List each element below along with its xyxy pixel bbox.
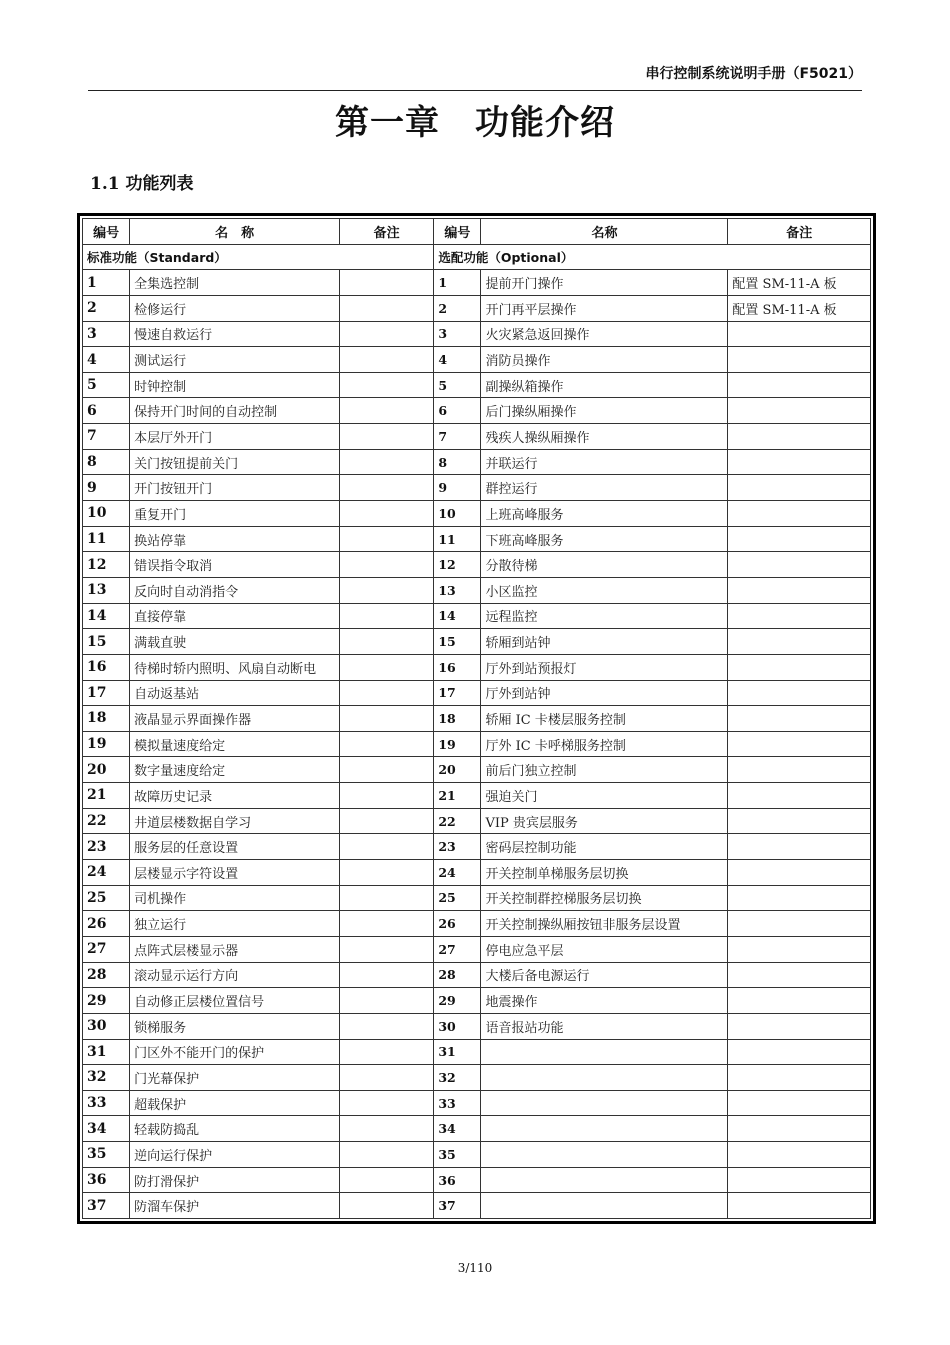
table-row <box>83 911 871 937</box>
optional-note <box>728 1167 871 1193</box>
optional-function-name: 消防员操作 <box>481 347 728 373</box>
optional-number: 9 <box>434 475 481 501</box>
optional-number: 19 <box>434 731 481 757</box>
standard-function-name: 超载保护 <box>130 1090 340 1116</box>
standard-number: 22 <box>83 808 130 834</box>
optional-note <box>728 911 871 937</box>
standard-function-name: 井道层楼数据自学习 <box>130 808 340 834</box>
optional-note <box>728 885 871 911</box>
optional-note: 配置 SM-11-A 板 <box>728 270 871 296</box>
optional-function-name: 开关控制单梯服务层切换 <box>481 860 728 886</box>
table-row <box>83 475 871 501</box>
standard-note <box>339 936 433 962</box>
standard-note <box>339 577 433 603</box>
table-row <box>83 757 871 783</box>
standard-number: 23 <box>83 834 130 860</box>
standard-note <box>339 1193 433 1219</box>
optional-number: 13 <box>434 577 481 603</box>
standard-function-name: 直接停靠 <box>130 603 340 629</box>
optional-number: 2 <box>434 295 481 321</box>
optional-function-name: 开门再平层操作 <box>481 295 728 321</box>
optional-number: 37 <box>434 1193 481 1219</box>
standard-number: 32 <box>83 1065 130 1091</box>
standard-note <box>339 449 433 475</box>
header-left-name: 名 称 <box>130 219 340 245</box>
optional-function-name: 火灾紧急返回操作 <box>481 321 728 347</box>
table-row <box>83 347 871 373</box>
optional-function-name: 轿厢 IC 卡楼层服务控制 <box>481 706 728 732</box>
optional-function-name: 大楼后备电源运行 <box>481 962 728 988</box>
header-right-number: 编号 <box>434 219 481 245</box>
optional-number: 24 <box>434 860 481 886</box>
optional-number: 26 <box>434 911 481 937</box>
standard-function-name: 防溜车保护 <box>130 1193 340 1219</box>
standard-number: 29 <box>83 988 130 1014</box>
optional-function-name: 前后门独立控制 <box>481 757 728 783</box>
optional-function-name <box>481 1090 728 1116</box>
optional-number: 12 <box>434 552 481 578</box>
standard-number: 27 <box>83 936 130 962</box>
optional-function-name: 语音报站功能 <box>481 1013 728 1039</box>
optional-number: 4 <box>434 347 481 373</box>
optional-number: 23 <box>434 834 481 860</box>
optional-note <box>728 501 871 527</box>
table-row <box>83 885 871 911</box>
standard-note <box>339 1065 433 1091</box>
table-row <box>83 1116 871 1142</box>
standard-note <box>339 321 433 347</box>
standard-number: 8 <box>83 449 130 475</box>
standard-note <box>339 629 433 655</box>
optional-note <box>728 424 871 450</box>
standard-function-name: 检修运行 <box>130 295 340 321</box>
optional-note <box>728 1090 871 1116</box>
optional-function-name: 厅外到站预报灯 <box>481 654 728 680</box>
optional-function-name: 厅外 IC 卡呼梯服务控制 <box>481 731 728 757</box>
optional-function-name: 分散待梯 <box>481 552 728 578</box>
optional-function-name: 小区监控 <box>481 577 728 603</box>
function-table-frame <box>77 213 876 1224</box>
standard-number: 28 <box>83 962 130 988</box>
optional-number: 30 <box>434 1013 481 1039</box>
optional-function-name: 下班高峰服务 <box>481 526 728 552</box>
table-row <box>83 449 871 475</box>
optional-function-name: 开关控制操纵厢按钮非服务层设置 <box>481 911 728 937</box>
standard-note <box>339 526 433 552</box>
standard-note <box>339 680 433 706</box>
optional-number: 21 <box>434 783 481 809</box>
table-row <box>83 552 871 578</box>
standard-number: 1 <box>83 270 130 296</box>
standard-note <box>339 783 433 809</box>
optional-note <box>728 808 871 834</box>
standard-note <box>339 885 433 911</box>
optional-note: 配置 SM-11-A 板 <box>728 295 871 321</box>
group-optional-label: 选配功能（Optional） <box>434 244 871 270</box>
chapter-title: 第一章 功能介绍 <box>335 103 615 143</box>
optional-note <box>728 654 871 680</box>
standard-number: 21 <box>83 783 130 809</box>
optional-function-name: 后门操纵厢操作 <box>481 398 728 424</box>
standard-number: 25 <box>83 885 130 911</box>
standard-note <box>339 424 433 450</box>
optional-number: 29 <box>434 988 481 1014</box>
standard-note <box>339 706 433 732</box>
standard-note <box>339 295 433 321</box>
optional-function-name: 厅外到站钟 <box>481 680 728 706</box>
optional-note <box>728 603 871 629</box>
table-row <box>83 1065 871 1091</box>
optional-number: 28 <box>434 962 481 988</box>
table-row <box>83 372 871 398</box>
standard-number: 17 <box>83 680 130 706</box>
optional-number: 31 <box>434 1039 481 1065</box>
standard-note <box>339 1142 433 1168</box>
table-group-row <box>83 244 871 270</box>
table-row <box>83 577 871 603</box>
standard-note <box>339 1039 433 1065</box>
header-right-note: 备注 <box>728 219 871 245</box>
standard-function-name: 门区外不能开门的保护 <box>130 1039 340 1065</box>
standard-number: 33 <box>83 1090 130 1116</box>
standard-number: 30 <box>83 1013 130 1039</box>
optional-number: 20 <box>434 757 481 783</box>
function-table <box>82 218 871 1219</box>
optional-function-name: 副操纵箱操作 <box>481 372 728 398</box>
table-row <box>83 731 871 757</box>
standard-note <box>339 654 433 680</box>
optional-number: 5 <box>434 372 481 398</box>
optional-function-name: 开关控制群控梯服务层切换 <box>481 885 728 911</box>
table-row <box>83 654 871 680</box>
optional-note <box>728 834 871 860</box>
standard-number: 37 <box>83 1193 130 1219</box>
standard-number: 4 <box>83 347 130 373</box>
optional-note <box>728 757 871 783</box>
standard-number: 2 <box>83 295 130 321</box>
standard-note <box>339 988 433 1014</box>
standard-number: 35 <box>83 1142 130 1168</box>
optional-function-name: 上班高峰服务 <box>481 501 728 527</box>
standard-number: 36 <box>83 1167 130 1193</box>
standard-note <box>339 808 433 834</box>
table-row <box>83 321 871 347</box>
optional-note <box>728 1193 871 1219</box>
optional-note <box>728 629 871 655</box>
optional-function-name: VIP 贵宾层服务 <box>481 808 728 834</box>
standard-function-name: 满载直驶 <box>130 629 340 655</box>
standard-function-name: 错误指令取消 <box>130 552 340 578</box>
standard-function-name: 反向时自动消指令 <box>130 577 340 603</box>
standard-note <box>339 398 433 424</box>
table-header-row <box>83 219 871 245</box>
standard-note <box>339 475 433 501</box>
standard-function-name: 故障历史记录 <box>130 783 340 809</box>
optional-number: 1 <box>434 270 481 296</box>
optional-function-name <box>481 1116 728 1142</box>
optional-function-name: 远程监控 <box>481 603 728 629</box>
standard-function-name: 模拟量速度给定 <box>130 731 340 757</box>
standard-number: 11 <box>83 526 130 552</box>
standard-number: 12 <box>83 552 130 578</box>
optional-note <box>728 1142 871 1168</box>
optional-function-name: 强迫关门 <box>481 783 728 809</box>
standard-note <box>339 911 433 937</box>
standard-function-name: 逆向运行保护 <box>130 1142 340 1168</box>
optional-number: 17 <box>434 680 481 706</box>
optional-function-name: 轿厢到站钟 <box>481 629 728 655</box>
standard-function-name: 滚动显示运行方向 <box>130 962 340 988</box>
optional-note <box>728 526 871 552</box>
standard-number: 5 <box>83 372 130 398</box>
optional-number: 18 <box>434 706 481 732</box>
standard-function-name: 开门按钮开门 <box>130 475 340 501</box>
table-row <box>83 936 871 962</box>
table-row <box>83 1167 871 1193</box>
optional-number: 33 <box>434 1090 481 1116</box>
standard-function-name: 关门按钮提前关门 <box>130 449 340 475</box>
standard-note <box>339 962 433 988</box>
optional-note <box>728 783 871 809</box>
optional-number: 22 <box>434 808 481 834</box>
standard-function-name: 轻载防捣乱 <box>130 1116 340 1142</box>
standard-note <box>339 1116 433 1142</box>
standard-function-name: 重复开门 <box>130 501 340 527</box>
section-title: 1.1 功能列表 <box>90 174 194 194</box>
optional-number: 36 <box>434 1167 481 1193</box>
optional-function-name: 残疾人操纵厢操作 <box>481 424 728 450</box>
standard-number: 14 <box>83 603 130 629</box>
standard-number: 34 <box>83 1116 130 1142</box>
optional-number: 35 <box>434 1142 481 1168</box>
standard-number: 31 <box>83 1039 130 1065</box>
standard-function-name: 液晶显示界面操作器 <box>130 706 340 732</box>
optional-note <box>728 988 871 1014</box>
standard-number: 3 <box>83 321 130 347</box>
standard-note <box>339 731 433 757</box>
optional-note <box>728 577 871 603</box>
standard-function-name: 独立运行 <box>130 911 340 937</box>
standard-function-name: 门光幕保护 <box>130 1065 340 1091</box>
optional-number: 27 <box>434 936 481 962</box>
standard-number: 20 <box>83 757 130 783</box>
optional-function-name <box>481 1142 728 1168</box>
standard-note <box>339 372 433 398</box>
optional-function-name <box>481 1065 728 1091</box>
standard-function-name: 防打滑保护 <box>130 1167 340 1193</box>
optional-function-name <box>481 1167 728 1193</box>
optional-function-name: 停电应急平层 <box>481 936 728 962</box>
standard-function-name: 司机操作 <box>130 885 340 911</box>
standard-note <box>339 501 433 527</box>
standard-number: 16 <box>83 654 130 680</box>
standard-function-name: 服务层的任意设置 <box>130 834 340 860</box>
optional-note <box>728 372 871 398</box>
optional-number: 11 <box>434 526 481 552</box>
table-row <box>83 1013 871 1039</box>
optional-number: 16 <box>434 654 481 680</box>
standard-function-name: 自动修正层楼位置信号 <box>130 988 340 1014</box>
manual-header-title: 串行控制系统说明手册（F5021） <box>645 66 862 82</box>
header-left-note: 备注 <box>339 219 433 245</box>
standard-function-name: 保持开门时间的自动控制 <box>130 398 340 424</box>
standard-number: 15 <box>83 629 130 655</box>
standard-number: 7 <box>83 424 130 450</box>
optional-number: 7 <box>434 424 481 450</box>
standard-note <box>339 603 433 629</box>
optional-function-name: 地震操作 <box>481 988 728 1014</box>
table-row <box>83 834 871 860</box>
table-row <box>83 1090 871 1116</box>
standard-function-name: 慢速自救运行 <box>130 321 340 347</box>
standard-note <box>339 270 433 296</box>
table-row <box>83 270 871 296</box>
standard-note <box>339 1090 433 1116</box>
table-row <box>83 295 871 321</box>
header-right-name: 名称 <box>481 219 728 245</box>
table-row <box>83 988 871 1014</box>
optional-note <box>728 731 871 757</box>
optional-number: 25 <box>434 885 481 911</box>
standard-note <box>339 1013 433 1039</box>
optional-note <box>728 860 871 886</box>
optional-function-name <box>481 1039 728 1065</box>
standard-note <box>339 757 433 783</box>
table-row <box>83 706 871 732</box>
page-number: 3/110 <box>457 1261 493 1275</box>
standard-note <box>339 1167 433 1193</box>
table-row <box>83 1039 871 1065</box>
optional-note <box>728 1116 871 1142</box>
standard-note <box>339 347 433 373</box>
optional-note <box>728 449 871 475</box>
standard-number: 13 <box>83 577 130 603</box>
table-row <box>83 1193 871 1219</box>
header-left-number: 编号 <box>83 219 130 245</box>
optional-note <box>728 1039 871 1065</box>
standard-number: 9 <box>83 475 130 501</box>
standard-number: 26 <box>83 911 130 937</box>
optional-number: 34 <box>434 1116 481 1142</box>
optional-number: 15 <box>434 629 481 655</box>
optional-function-name: 提前开门操作 <box>481 270 728 296</box>
standard-note <box>339 834 433 860</box>
optional-note <box>728 680 871 706</box>
table-row <box>83 808 871 834</box>
optional-function-name: 密码层控制功能 <box>481 834 728 860</box>
optional-note <box>728 552 871 578</box>
optional-number: 32 <box>434 1065 481 1091</box>
table-row <box>83 526 871 552</box>
standard-function-name: 自动返基站 <box>130 680 340 706</box>
optional-note <box>728 706 871 732</box>
table-row <box>83 962 871 988</box>
header-divider <box>88 90 862 91</box>
optional-note <box>728 962 871 988</box>
standard-note <box>339 860 433 886</box>
group-standard-label: 标准功能（Standard） <box>83 244 434 270</box>
table-row <box>83 424 871 450</box>
standard-function-name: 时钟控制 <box>130 372 340 398</box>
standard-function-name: 锁梯服务 <box>130 1013 340 1039</box>
optional-number: 14 <box>434 603 481 629</box>
standard-number: 10 <box>83 501 130 527</box>
table-row <box>83 680 871 706</box>
standard-number: 19 <box>83 731 130 757</box>
standard-function-name: 本层厅外开门 <box>130 424 340 450</box>
optional-number: 8 <box>434 449 481 475</box>
standard-function-name: 点阵式层楼显示器 <box>130 936 340 962</box>
table-row <box>83 783 871 809</box>
optional-function-name: 群控运行 <box>481 475 728 501</box>
table-row <box>83 501 871 527</box>
standard-note <box>339 552 433 578</box>
table-row <box>83 398 871 424</box>
standard-function-name: 测试运行 <box>130 347 340 373</box>
standard-function-name: 待梯时轿内照明、风扇自动断电 <box>130 654 340 680</box>
optional-note <box>728 1013 871 1039</box>
optional-number: 6 <box>434 398 481 424</box>
optional-note <box>728 936 871 962</box>
optional-function-name <box>481 1193 728 1219</box>
optional-note <box>728 398 871 424</box>
standard-number: 18 <box>83 706 130 732</box>
table-row <box>83 629 871 655</box>
standard-function-name: 换站停靠 <box>130 526 340 552</box>
optional-note <box>728 1065 871 1091</box>
table-row <box>83 860 871 886</box>
standard-number: 6 <box>83 398 130 424</box>
optional-number: 10 <box>434 501 481 527</box>
optional-function-name: 并联运行 <box>481 449 728 475</box>
optional-note <box>728 475 871 501</box>
optional-number: 3 <box>434 321 481 347</box>
table-row <box>83 1142 871 1168</box>
standard-number: 24 <box>83 860 130 886</box>
standard-function-name: 数字量速度给定 <box>130 757 340 783</box>
standard-function-name: 全集选控制 <box>130 270 340 296</box>
table-row <box>83 603 871 629</box>
optional-note <box>728 321 871 347</box>
standard-function-name: 层楼显示字符设置 <box>130 860 340 886</box>
optional-note <box>728 347 871 373</box>
